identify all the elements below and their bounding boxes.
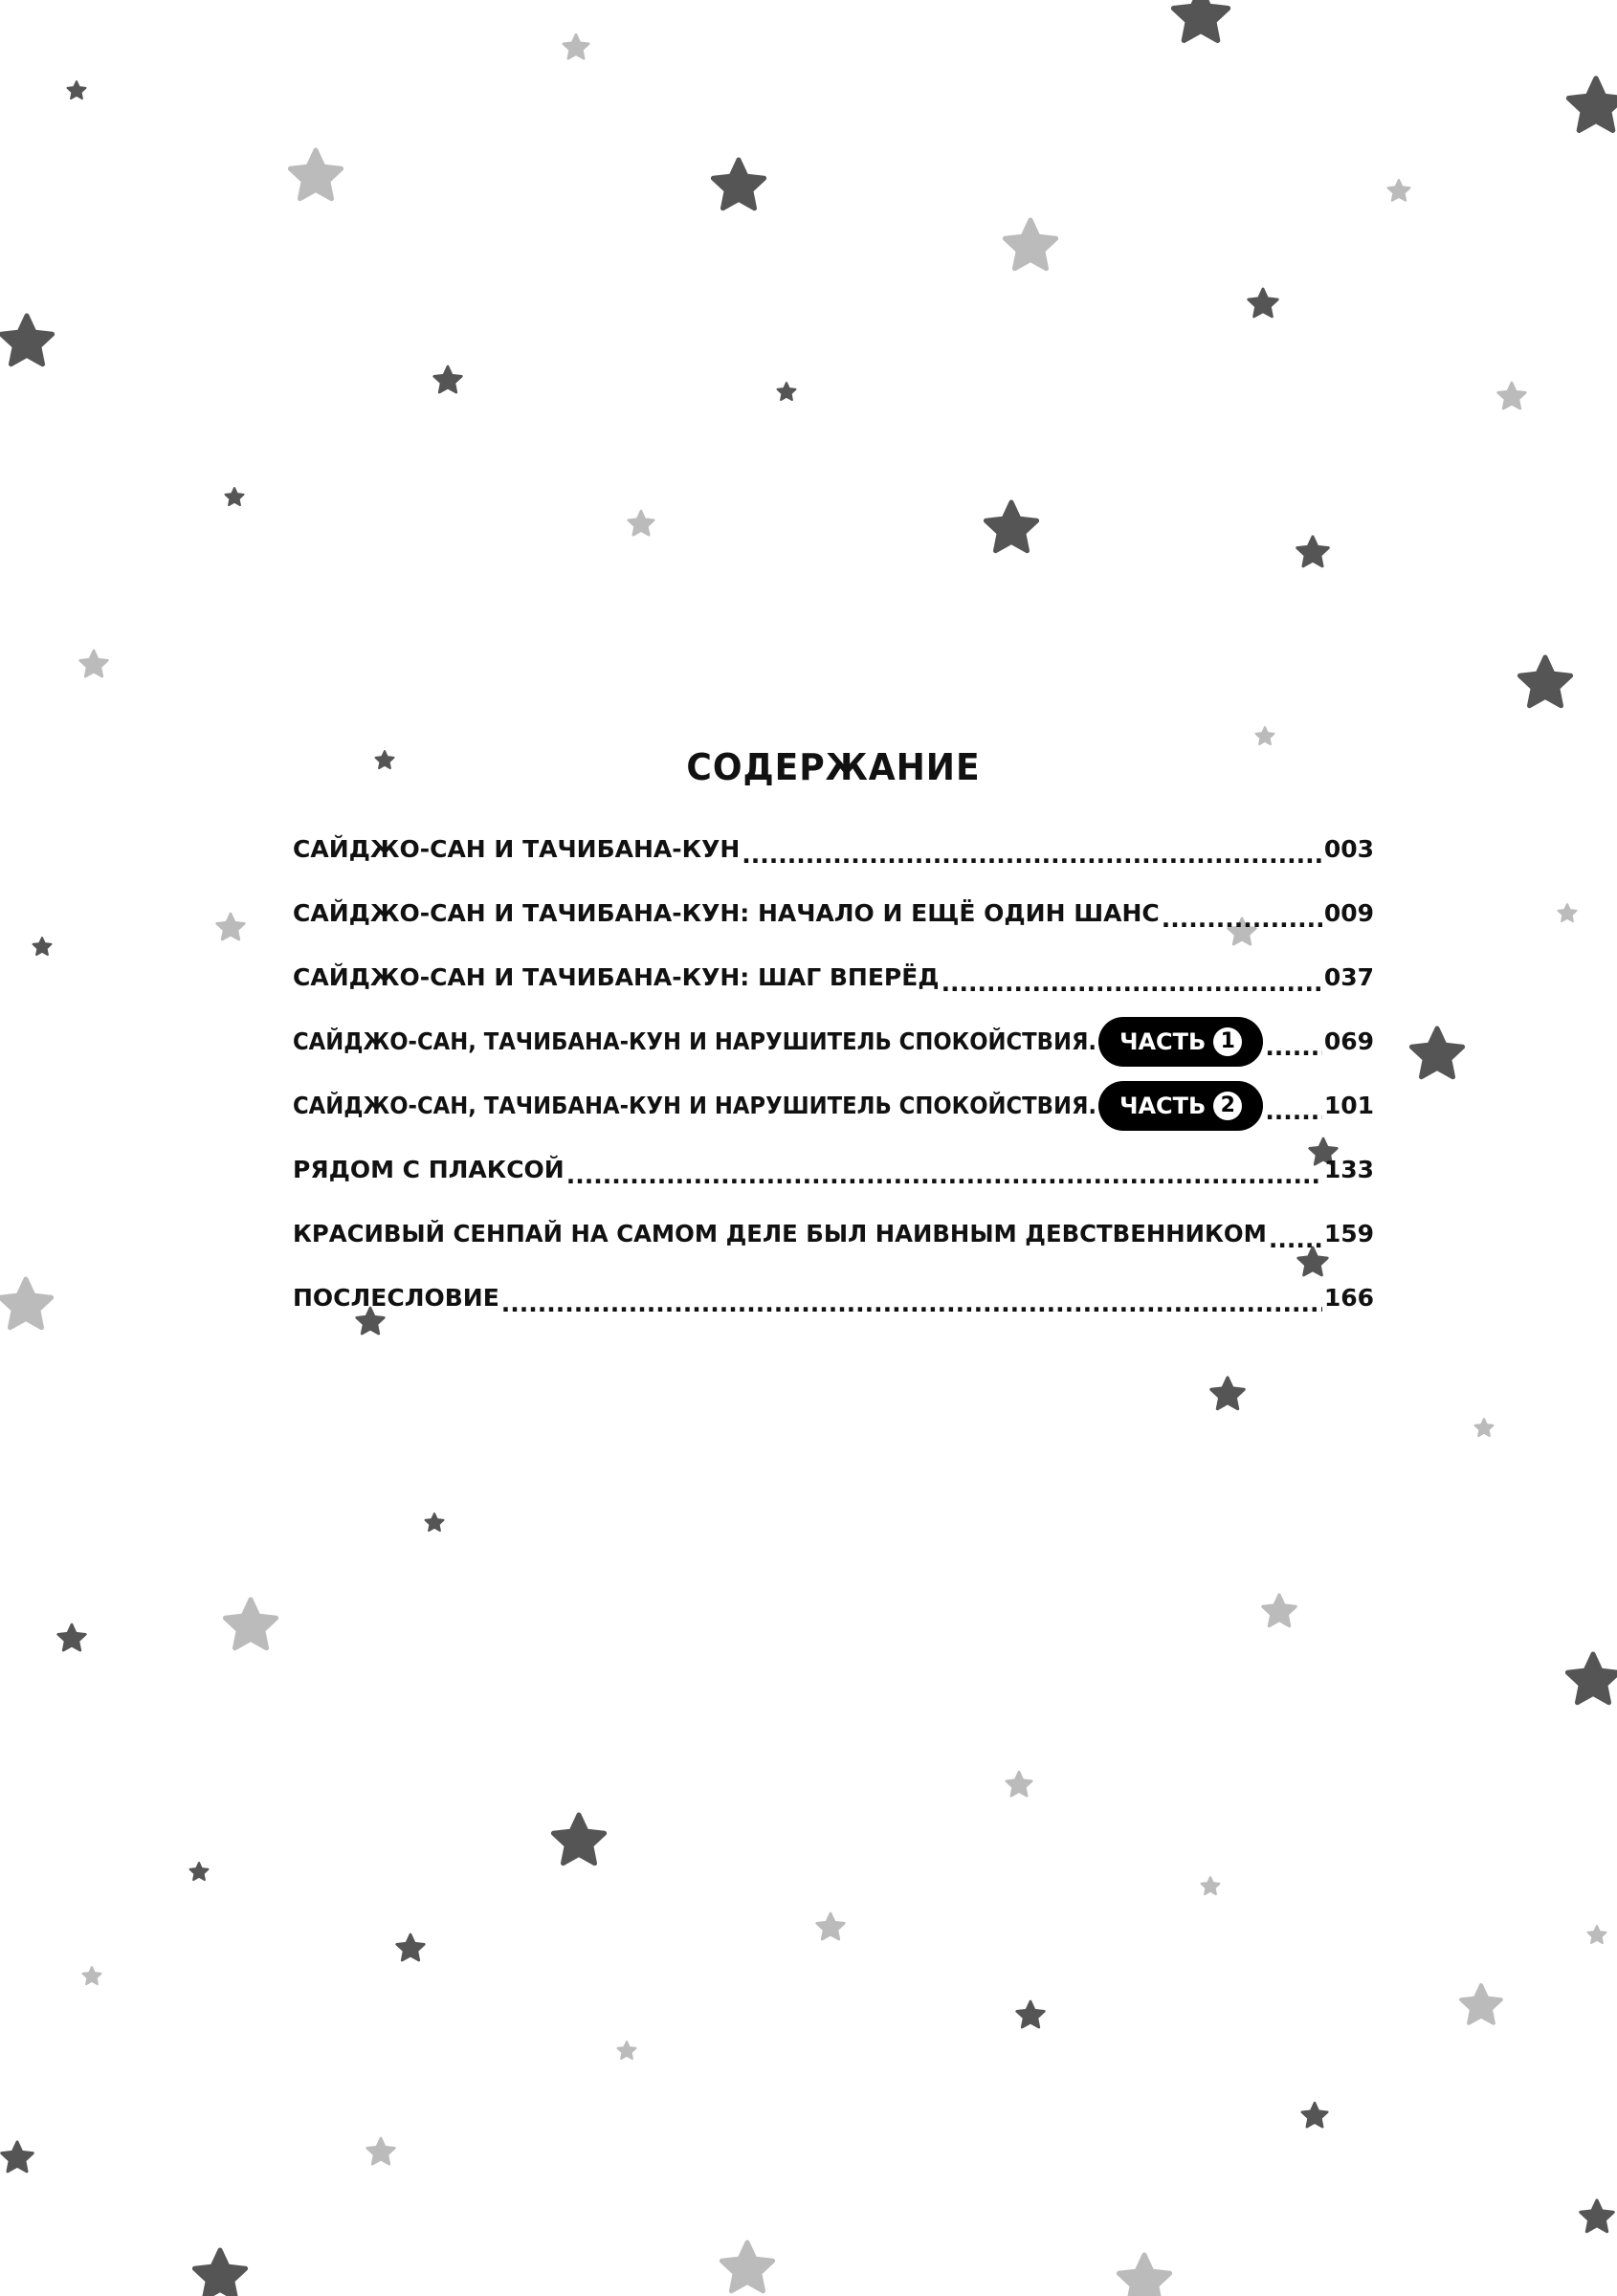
toc-entry-title: САЙДЖО-САН, ТАЧИБАНА-КУН И НАРУШИТЕЛЬ СПОКОЙСТВИЯ. <box>293 1027 1097 1055</box>
star-icon <box>1005 220 1055 269</box>
toc-entry-title: РЯДОМ С ПЛАКСОЙ <box>293 1156 565 1183</box>
toc-leader-dots <box>1265 1033 1322 1062</box>
toc-entry-4[interactable] <box>293 1009 1374 1073</box>
star-icon <box>0 1279 51 1328</box>
toc-entry-title: КРАСИВЫЙ СЕНПАЙ НА САМОМ ДЕЛЕ БЫЛ НАИВНЫМ ДЕВСТВЕННИКОМ <box>293 1220 1267 1247</box>
star-icon <box>80 651 108 676</box>
star-icon <box>226 488 244 505</box>
toc-leader-dots <box>941 969 1322 998</box>
star-icon <box>1581 2200 1613 2232</box>
star-icon <box>564 34 589 58</box>
toc-leader-dots <box>742 841 1322 870</box>
part-badge-number: 2 <box>1213 1092 1242 1120</box>
star-icon <box>1202 1877 1220 1894</box>
toc-entry-5[interactable] <box>293 1073 1374 1137</box>
star-icon <box>1263 1595 1296 1626</box>
star-icon <box>986 502 1036 551</box>
toc-entry-page: 133 <box>1323 1156 1374 1183</box>
star-icon <box>553 1815 604 1864</box>
star-icon <box>1588 1926 1606 1943</box>
star-icon <box>618 2042 636 2059</box>
toc-entry-title: ПОСЛЕСЛОВИЕ <box>293 1284 499 1312</box>
star-icon <box>1519 657 1570 706</box>
star-icon <box>1249 289 1277 317</box>
star-icon <box>426 1513 444 1531</box>
star-icon <box>434 366 462 392</box>
star-icon <box>1211 1378 1244 1409</box>
toc-entry-title: САЙДЖО-САН И ТАЧИБАНА-КУН: ШАГ ВПЕРЁД <box>293 963 940 991</box>
star-icon <box>1119 2255 1169 2296</box>
star-icon <box>190 1863 209 1880</box>
page-title: СОДЕРЖАНИЕ <box>686 746 981 788</box>
star-icon <box>817 1913 845 1939</box>
toc-entry-8[interactable] <box>293 1266 1374 1330</box>
star-icon <box>1475 1419 1494 1436</box>
toc-entry-title: САЙДЖО-САН И ТАЧИБАНА-КУН <box>293 835 741 863</box>
star-icon <box>721 2242 772 2291</box>
part-badge-label: ЧАСТЬ <box>1119 1027 1207 1055</box>
star-icon <box>1007 1772 1032 1796</box>
toc-entry-page: 166 <box>1323 1284 1374 1312</box>
star-icon <box>1 316 52 364</box>
toc-entry-1[interactable] <box>293 817 1374 881</box>
toc-entry-page: 101 <box>1323 1092 1374 1119</box>
star-icon <box>33 938 52 955</box>
toc-entry-page: 069 <box>1323 1027 1374 1055</box>
toc-leader-dots <box>1162 905 1322 934</box>
toc-entry-2[interactable] <box>293 881 1374 945</box>
star-icon <box>397 1934 425 1960</box>
star-icon <box>629 511 654 535</box>
toc-entry-title: САЙДЖО-САН, ТАЧИБАНА-КУН И НАРУШИТЕЛЬ СПОКОЙСТВИЯ. <box>293 1092 1097 1119</box>
star-icon <box>713 160 764 209</box>
star-icon <box>2 2142 33 2172</box>
star-icon <box>217 914 245 939</box>
toc-entry-page: 009 <box>1323 899 1374 927</box>
star-icon <box>1461 1985 1501 2023</box>
star-icon <box>1569 78 1617 130</box>
toc-leader-dots <box>566 1161 1322 1190</box>
toc-entry-page: 003 <box>1323 835 1374 863</box>
star-icon <box>1388 180 1410 201</box>
star-icon <box>778 383 796 400</box>
table-of-contents <box>293 746 1374 1330</box>
star-icon <box>83 1967 101 1984</box>
part-badge <box>1098 1017 1263 1067</box>
star-icon <box>1559 904 1577 921</box>
star-icon <box>225 1600 276 1648</box>
toc-entry-7[interactable] <box>293 1202 1374 1266</box>
star-icon <box>194 2250 245 2296</box>
star-icon <box>1302 2103 1328 2127</box>
star-icon <box>58 1624 86 1650</box>
toc-leader-dots <box>1269 1225 1322 1254</box>
toc-entry-6[interactable] <box>293 1137 1374 1202</box>
star-icon <box>68 81 86 99</box>
star-icon <box>367 2138 395 2164</box>
part-badge-number: 1 <box>1213 1027 1242 1056</box>
star-icon <box>1411 1028 1462 1077</box>
toc-entry-page: 037 <box>1323 963 1374 991</box>
toc-leader-dots <box>1265 1097 1322 1126</box>
toc-entry-3[interactable] <box>293 945 1374 1009</box>
star-icon <box>1567 1654 1617 1703</box>
star-icon <box>290 150 341 199</box>
part-badge-label: ЧАСТЬ <box>1119 1092 1207 1119</box>
star-icon <box>1297 537 1328 566</box>
toc-entry-title: САЙДЖО-САН И ТАЧИБАНА-КУН: НАЧАЛО И ЕЩЁ ОДИН ШАНС <box>293 899 1160 927</box>
toc-entry-page: 159 <box>1323 1220 1374 1247</box>
star-icon <box>1498 383 1526 408</box>
star-icon <box>1174 0 1229 40</box>
toc-leader-dots <box>501 1290 1322 1318</box>
star-icon <box>1017 2001 1045 2027</box>
part-badge <box>1098 1081 1263 1131</box>
star-icon <box>1256 727 1274 744</box>
